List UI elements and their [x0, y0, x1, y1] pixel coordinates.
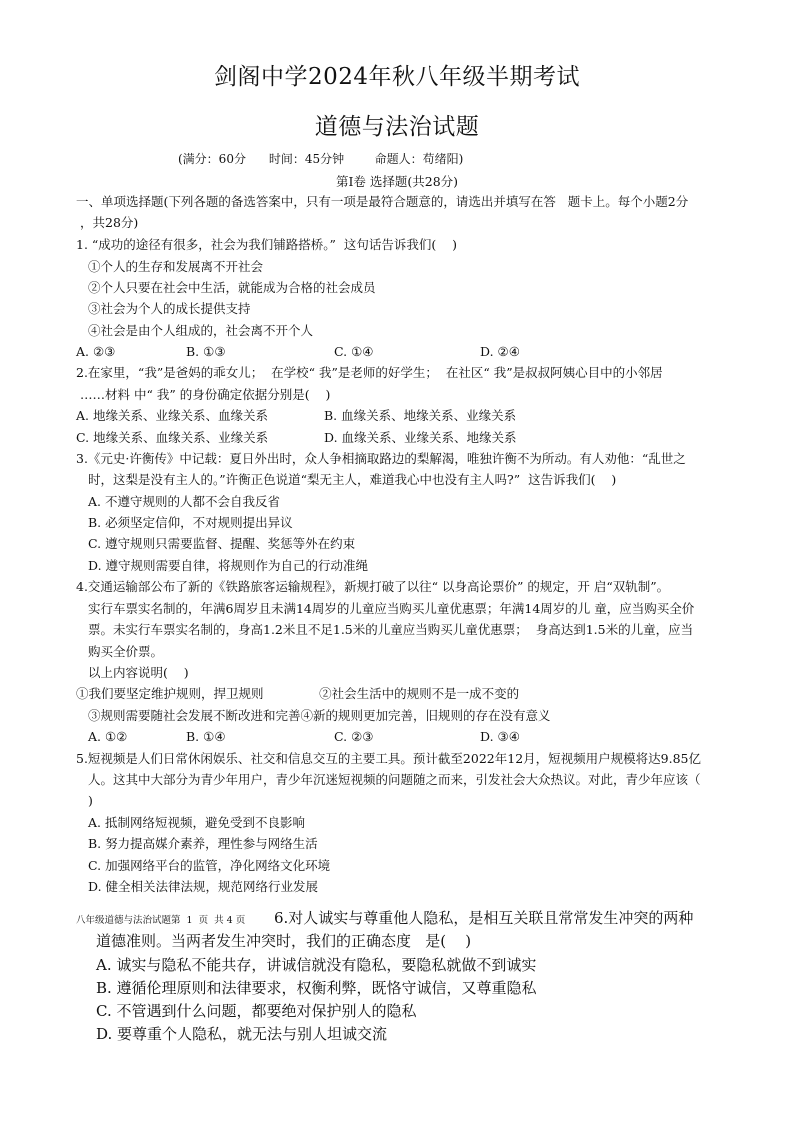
q6-stem-2: 道德准则。当两者发生冲突时，我们的正确态度 是( ) [96, 932, 472, 950]
q4-option-c: C. ②③ [334, 729, 374, 744]
q3-option-b: B. 必须坚定信仰，不对规则提出异议 [88, 515, 293, 530]
q4-stem-1: 4.交通运输部公布了新的《铁路旅客运输规程》，新规打破了以往“ 以身高论票价” 的规定，开 启“双轨制”。 [76, 579, 670, 594]
q1-item: ①个人的生存和发展离不开社会 [88, 259, 264, 274]
exam-subtitle: 道德与法治试题 [314, 114, 480, 140]
exam-info: (满分：60分 时间：45分钟 命题人：苟绪阳) [178, 152, 464, 166]
q1-item: ④社会是由个人组成的，社会离不开个人 [88, 323, 314, 338]
q3-option-c: C. 遵守规则只需要监督、提醒、奖惩等外在约束 [88, 536, 356, 551]
q4-stem-5: 以上内容说明( ) [88, 665, 189, 680]
q3-stem-1: 3.《元史·许衡传》中记载：夏日外出时，众人争相摘取路边的梨解渴，唯独许衡不为所动。有人劝他：“乱世之 [76, 451, 686, 466]
q2-stem-2: ……材料 中“ 我” 的身份确定依据分别是( ) [80, 387, 331, 402]
q6-option-c: C. 不管遇到什么问题，都要绝对保护别人的隐私 [96, 1002, 417, 1020]
section-heading: 第Ⅰ卷 选择题(共28分) [335, 174, 459, 189]
q5-stem-3: ) [88, 793, 93, 808]
q4-option-a: A. ①② [88, 729, 128, 744]
q1-item: ③社会为个人的成长提供支持 [88, 301, 251, 316]
q3-stem-2: 时，这梨是没有主人的。”许衡正色说道“梨无主人，难道我心中也没有主人吗?” 这告诉我们( ) [88, 472, 617, 487]
q5-stem-2: 人。这其中大部分为青少年用户，青少年沉迷短视频的问题随之而来，引发社会大众热议。对此，青少年应该（ [88, 772, 701, 787]
exam-title: 剑阁中学2024年秋八年级半期考试 [213, 64, 581, 90]
q6-option-b: B. 遵循伦理原则和法律要求，权衡利弊，既恪守诚信，又尊重隐私 [96, 979, 537, 997]
q5-option-b: B. 努力提高媒介素养，理性参与网络生活 [88, 836, 318, 851]
q1-option-b: B. ①③ [186, 344, 226, 359]
q2-stem-1: 2.在家里，“我”是爸妈的乖女儿； 在学校“ 我”是老师的好学生； 在社区“ 我”是叔叔阿姨心目中的小邻居 [76, 365, 663, 380]
page-footer: 八年级道德与法治试题第 1 页 共 4 页 [76, 915, 246, 926]
q1-option-c: C. ①④ [334, 344, 374, 359]
q4-option-b: B. ①④ [186, 729, 226, 744]
q4-items-2: ③规则需要随社会发展不断改进和完善④新的规则更加完善，旧规则的存在没有意义 [88, 708, 551, 723]
q4-stem-3: 票。未实行车票实名制的，身高1.2米且不足1.5米的儿童应当购买儿童优惠票； 身高达到1.5米的儿童，应当 [88, 622, 694, 637]
q5-option-a: A. 抵制网络短视频，避免受到不良影响 [88, 815, 305, 830]
q1-option-d: D. ②④ [480, 344, 520, 359]
q5-option-c: C. 加强网络平台的监管，净化网络文化环境 [88, 858, 331, 873]
q6-option-a: A. 诚实与隐私不能共存，讲诚信就没有隐私，要隐私就做不到诚实 [96, 956, 537, 974]
q5-stem-1: 5.短视频是人们日常休闲娱乐、社交和信息交互的主要工具。预计截至2022年12月，短视频用户规模将达9.85亿 [76, 751, 701, 766]
instructions-line-1: 一、单项选择题(下列各题的备选答案中，只有一项是最符合题意的，请选出并填写在答 题卡上。每个小题2分 [76, 194, 689, 209]
q3-option-d: D. 遵守规则需要自律，将规则作为自己的行动准绳 [88, 558, 369, 573]
q4-items-1: ①我们要坚定维护规则，捍卫规则 ②社会生活中的规则不是一成不变的 [76, 686, 520, 701]
q2-option-b: B. 血缘关系、地缘关系、业缘关系 [324, 408, 517, 423]
q4-stem-2: 实行车票实名制的，年满6周岁且未满14周岁的儿童应当购买儿童优惠票；年满14周岁的儿 童，应当购买全价 [88, 601, 695, 616]
q2-option-d: D. 血缘关系、业缘关系、地缘关系 [324, 430, 517, 445]
q4-option-d: D. ③④ [480, 729, 520, 744]
q1-stem: 1. “成功的途径有很多，社会为我们铺路搭桥。” 这句话告诉我们( ) [76, 237, 458, 252]
q1-item: ②个人只要在社会中生活，就能成为合格的社会成员 [88, 280, 376, 295]
q6-stem-1: 6.对人诚实与尊重他人隐私，是相互关联且常常发生冲突的两种 [274, 909, 694, 927]
instructions-line-2: ，共28分) [80, 215, 139, 230]
q4-stem-4: 购买全价票。 [88, 644, 164, 659]
q5-option-d: D. 健全相关法律法规，规范网络行业发展 [88, 879, 319, 894]
q6-option-d: D. 要尊重个人隐私，就无法与别人坦诚交流 [96, 1025, 388, 1043]
q1-option-a: A. ②③ [76, 344, 116, 359]
q2-option-a: A. 地缘关系、业缘关系、血缘关系 [76, 408, 268, 423]
q2-option-c: C. 地缘关系、血缘关系、业缘关系 [76, 430, 269, 445]
q3-option-a: A. 不遵守规则的人都不会自我反省 [88, 494, 280, 509]
